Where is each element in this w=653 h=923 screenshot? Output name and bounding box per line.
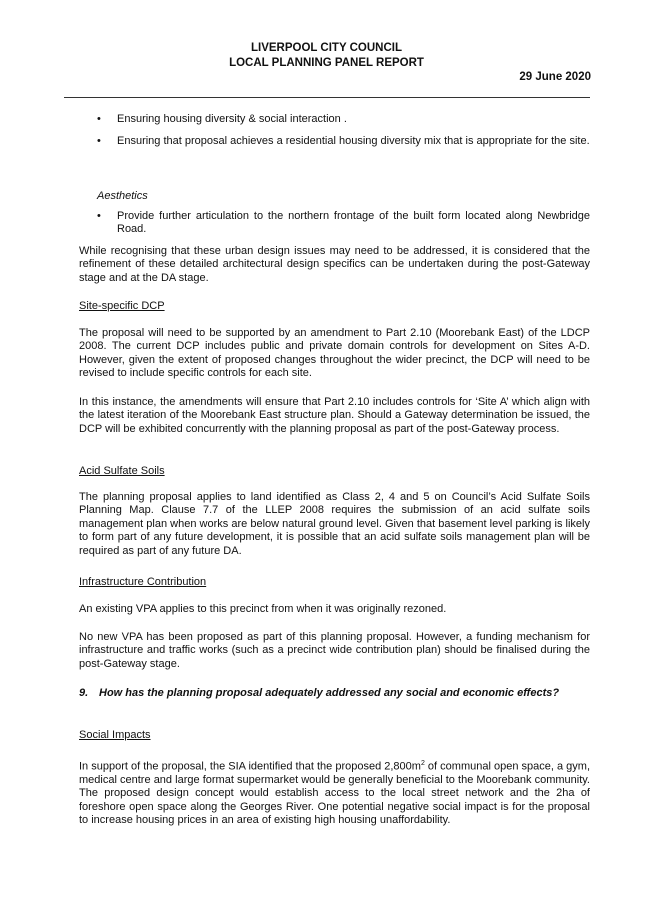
infrastructure-heading: Infrastructure Contribution [79,576,207,588]
bullet-icon: • [97,210,101,222]
social-paragraph [79,757,590,828]
social-text-after: of communal open space, a gym, medical centre and large format supermarket would be generally beneficial to the Moorebank community. The proposed design concept would establish access to the local street network and the 2ha of foreshore open space along the Georges River. One potential negative social impact is for the proposal to increase housing prices in an area of existing high housing unaffordability. [79,760,591,827]
dcp-paragraph-1: The proposal will need to be supported by an amendment to Part 2.10 (Moorebank East) of the LDCP 2008. The current DCP includes public and private domain controls for development on Sites A-D. However, given the extent of proposed changes throughout the wider precinct, the DCP will need to be revised to include specific controls for each site. [79,327,590,380]
social-text-before: In support of the proposal, the SIA identified that the proposed 2,800m [79,760,421,773]
header-report-title: LOCAL PLANNING PANEL REPORT [229,57,424,69]
question-text: How has the planning proposal adequately addressed any social and economic effects? [99,687,560,699]
question-number: 9. [79,687,89,699]
bullet-icon: • [97,135,101,147]
header-divider [64,97,590,98]
bullet-text: Provide further articulation to the northern frontage of the built form located along Newbridge Road. [117,210,590,236]
social-heading: Social Impacts [79,729,151,741]
superscript-two: 2 [420,760,425,767]
header-council-name: LIVERPOOL CITY COUNCIL [250,42,402,54]
dcp-heading: Site-specific DCP [79,300,165,312]
infrastructure-paragraph-1: An existing VPA applies to this precinct from when it was originally rezoned. [79,603,447,615]
infrastructure-paragraph-2: No new VPA has been proposed as part of this planning proposal. However, a funding mechanism for infrastructure and traffic works (such as a precinct wide contribution plan) should be finalised during the post-Gateway stage. [79,631,590,670]
header-date: 29 June 2020 [519,71,591,83]
aesthetics-heading: Aesthetics [97,190,148,202]
bullet-icon: • [97,113,101,125]
acid-paragraph: The planning proposal applies to land identified as Class 2, 4 and 5 on Council’s Acid Sulfate Soils Planning Map. Clause 7.7 of the LLEP 2008 requires the submission of an acid sulfate soils management plan when works are below natural ground level. Given that basement level parking is likely to form part of any future development, it is possible that an acid sulfate soils management plan will be required as part of any future DA. [79,491,590,557]
bullet-text: Ensuring that proposal achieves a residential housing diversity mix that is appropriate for the site. [117,135,590,147]
acid-heading: Acid Sulfate Soils [79,465,165,477]
urban-design-paragraph: While recognising that these urban design issues may need to be addressed, it is considered that the refinement of these detailed architectural design specifics can be undertaken during the post-Gateway stage and at the DA stage. [79,245,590,284]
bullet-text: Ensuring housing diversity & social interaction . [117,113,347,125]
dcp-paragraph-2: In this instance, the amendments will ensure that Part 2.10 includes controls for ‘Site A’ which align with the latest iteration of the Moorebank East structure plan. Should a Gateway determination be issued, the DCP will be exhibited concurrently with the planning proposal as part of the post-Gateway process. [79,396,590,435]
